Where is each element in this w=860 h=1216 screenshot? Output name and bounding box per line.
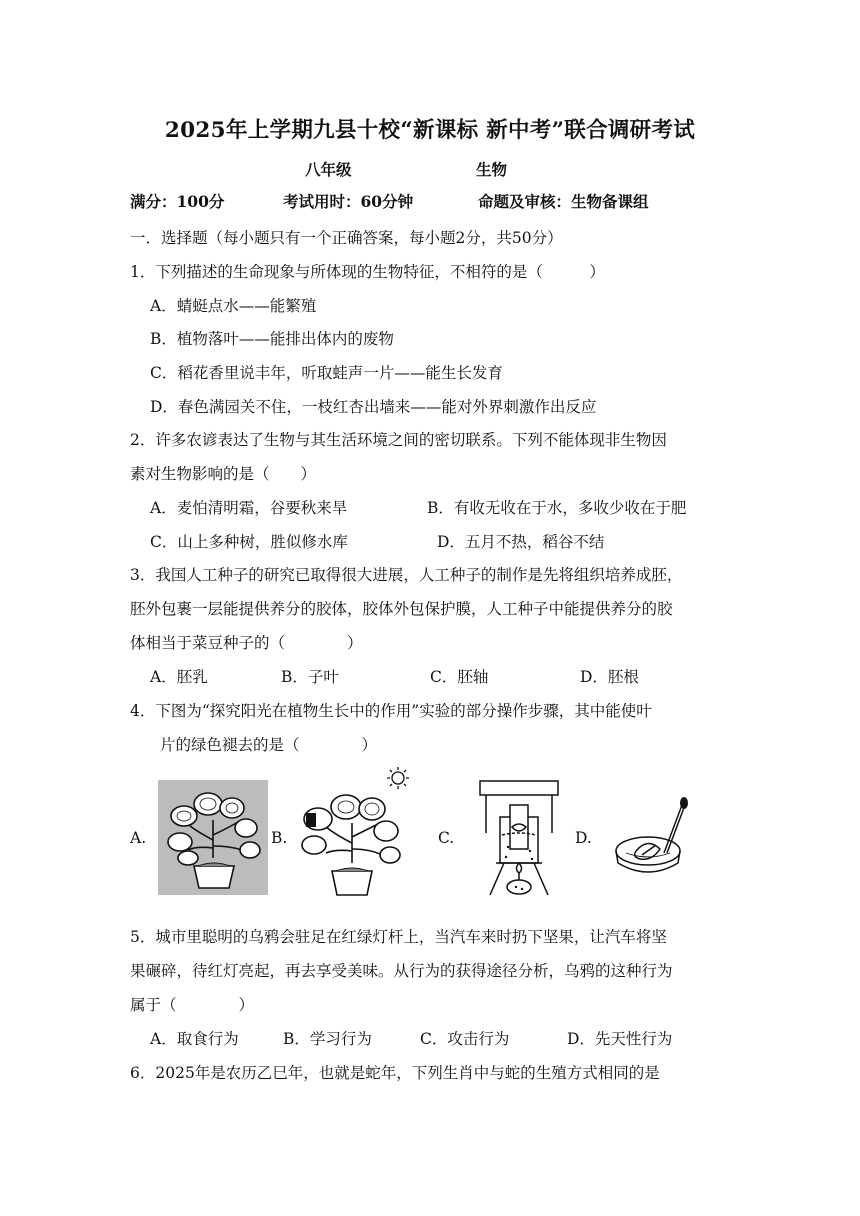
grade-label: 八年级: [305, 160, 352, 179]
question-stem: 胚外包裹一层能提供养分的胶体，胶体外包保护膜，人工种子中能提供养分的胶: [130, 600, 673, 618]
option: C．胚轴: [430, 668, 489, 686]
question-stem: 属于（ ）: [130, 996, 255, 1014]
option: C．稻花香里说丰年，听取蛙声一片——能生长发育: [150, 364, 503, 382]
leaf-dish-dropper-figure: [612, 795, 697, 885]
question-stem: 6．2025年是农历乙巳年，也就是蛇年，下列生肖中与蛇的生殖方式相同的是: [130, 1064, 660, 1082]
option: D．五月不热，稻谷不结: [437, 533, 605, 551]
option: C．攻击行为: [420, 1030, 510, 1048]
option: A．胚乳: [150, 668, 208, 686]
option: A．取食行为: [150, 1030, 239, 1048]
water-bath-heating-figure: [470, 775, 565, 900]
question-stem: 果碾碎，待红灯亮起，再去享受美味。从行为的获得途径分析，乌鸦的这种行为: [130, 962, 673, 980]
question-stem: 片的绿色褪去的是（ ）: [160, 736, 378, 754]
option: B．有收无收在于水，多收少收在于肥: [427, 499, 687, 517]
option: B．学习行为: [283, 1030, 372, 1048]
question-stem: 体相当于菜豆种子的（ ）: [130, 634, 363, 652]
option: B．植物落叶——能排出体内的废物: [150, 330, 394, 348]
exam-title: 2025年上学期九县十校“新课标 新中考”联合调研考试: [164, 118, 696, 143]
option: C．山上多种树，胜似修水库: [150, 533, 348, 551]
option: D．胚根: [580, 668, 639, 686]
question-stem: 3．我国人工种子的研究已取得很大进展，人工种子的制作是先将组织培养成胚，: [130, 566, 683, 584]
question-stem: 2．许多农谚表达了生物与其生活环境之间的密切联系。下列不能体现非生物因: [130, 431, 667, 449]
question-stem: 素对生物影响的是（ ）: [130, 465, 317, 483]
option-label: C.: [438, 829, 455, 847]
option-label: A.: [130, 829, 147, 847]
option: A．蜻蜓点水——能繁殖: [150, 297, 317, 315]
question-stem: 4．下图为“探究阳光在植物生长中的作用”实验的部分操作步骤，其中能使叶: [130, 702, 652, 720]
option: A．麦怕清明霜，谷要秋来旱: [150, 499, 348, 517]
question-stem: 5．城市里聪明的乌鸦会驻足在红绿灯杆上，当汽车来时扔下坚果，让汽车将坚: [130, 928, 667, 946]
exam-author: 命题及审核：生物备课组: [478, 192, 649, 211]
option: D．先天性行为: [567, 1030, 673, 1048]
option-label: D.: [575, 829, 592, 847]
option-label: B.: [271, 829, 288, 847]
plant-sunlight-figure: [290, 765, 415, 900]
full-score: 满分：100分: [130, 192, 225, 211]
subject-label: 生物: [476, 160, 508, 179]
exam-duration: 考试用时：60分钟: [283, 192, 414, 211]
plant-dark-box-figure: [158, 780, 268, 895]
option: B．子叶: [281, 668, 339, 686]
question-stem: 1．下列描述的生命现象与所体现的生物特征，不相符的是（ ）: [130, 263, 605, 281]
option: D．春色满园关不住，一枝红杏出墙来——能对外界刺激作出反应: [150, 398, 597, 416]
section-heading: 一．选择题（每小题只有一个正确答案，每小题2分，共50分）: [130, 229, 563, 247]
